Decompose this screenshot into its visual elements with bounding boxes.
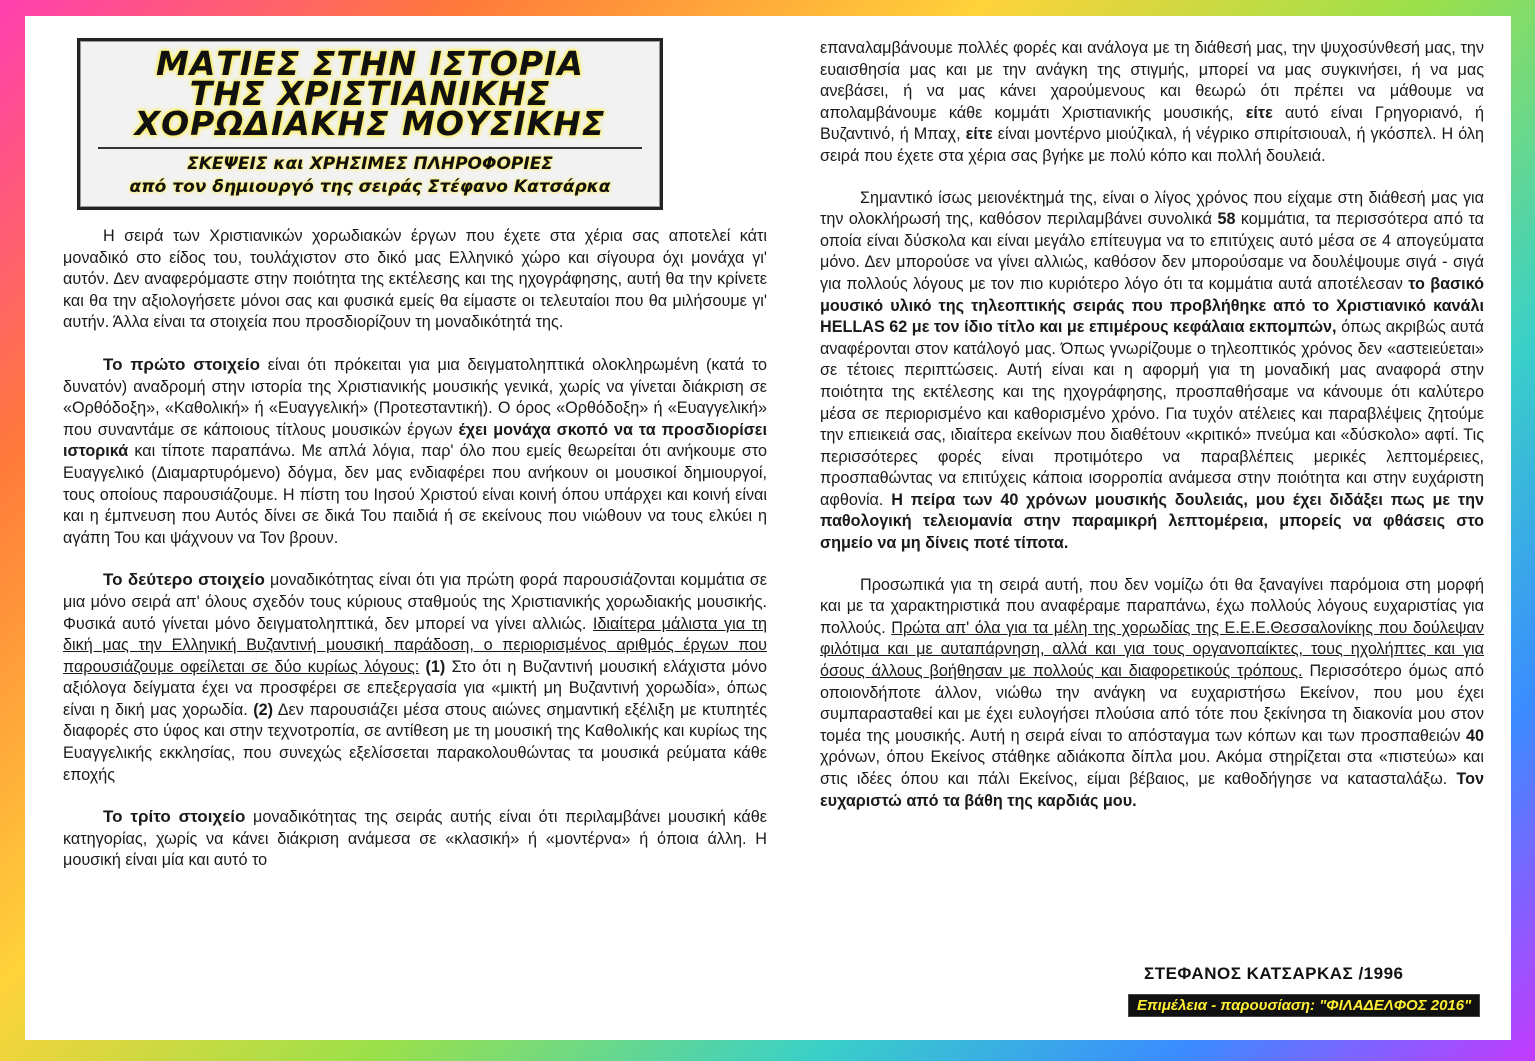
right-p1-bold-2: είτε [965, 125, 993, 144]
subtitle-line-1: ΣΚΕΨΕΙΣ και ΧΡΗΣΙΜΕΣ ΠΛΗΡΟΦΟΡΙΕΣ [187, 154, 553, 174]
right-p3-bold: Τον ευχαριστώ από τα βάθη της καρδιάς μου. [820, 770, 1484, 810]
left-p2-text-a: είναι ότι πρόκειται για μια δειγματοληπτικά ολοκληρωμένη (κατά το δυνατόν) αναδρομή στην ιστορία της Χριστιανικής μουσικής γενικά, χωρίς να γίνεται διάκριση σε «Ορθόδοξη», «Καθολική» ή «Ευαγγελική» (Προτεσταντική). Ο όρος «Ορθόδοξη» ή «Ευαγγελική» που συναντάμε σε κάποιους τίτλους μουσικών έργων [63, 355, 767, 439]
title-box [77, 38, 663, 210]
right-p3-underlined: Πρώτα απ' όλα για τα μέλη της χορωδίας της Ε.Ε.Ε.Θεσσαλονίκης που δούλεψαν φιλότιμα και με αυταπάρνηση, αλλά και για τους οργανοπαίκτες, τους ηχολήπτες και για όσους άλλους βοήθησαν με πολλούς και διαφορετικούς τρόπους. [820, 618, 1484, 681]
right-p1-bold-1: είτε [1245, 103, 1273, 122]
right-p2-number: 58 [1217, 210, 1236, 229]
right-p2-bold-2: Η πείρα των 40 χρόνων μουσικής δουλειάς, μου έχει διδάξει πως με την παθολογική τελειομανία στην παραμικρή λεπτομέρεια, μπορείς να φθάσεις στο σημείο να μη δίνεις ποτέ τίποτα. [820, 490, 1484, 553]
right-paragraph-3 [820, 575, 1484, 813]
credit-banner: Επιμέλεια - παρουσίαση: "ΦΙΛΑΔΕΛΦΟΣ 2016" [1128, 994, 1480, 1017]
main-title [80, 41, 660, 143]
right-column [820, 38, 1484, 832]
right-p2-text-b: κομμάτια, τα περισσότερα από τα οποία είναι δύσκολα και είναι μεγάλο επίτευγμα να το επιτύχεις αυτό μέσα σε 4 απογεύματα μόνο. Δεν μπορούσε να γίνει αλλιώς, καθόσον δεν μπορούσαμε να δουλέψουμε σιγά - σιγά για πολλούς λόγους με τον πιο κυριότερο λόγο ότι τα κομμάτια αυτά αποτέλεσαν [820, 210, 1485, 293]
left-p2-bold: έχει μονάχα σκοπό να τα προσδιορίσει ιστορικά [63, 420, 767, 461]
right-p3-number: 40 [1465, 726, 1484, 745]
right-p3-text-a: Προσωπικά για τη σειρά αυτή, που δεν νομίζω ότι θα ξαναγίνει παρόμοια στη μορφή και με τα χαρακτηριστικά που αναφέραμε παραπάνω, έχω πολλούς λόγους ευχαριστίας για πολλούς. [820, 575, 1484, 637]
subtitle-box [98, 147, 642, 199]
author-signature: ΣΤΕΦΑΝΟΣ ΚΑΤΣΑΡΚΑΣ /1996 [1144, 964, 1404, 983]
right-paragraph-2 [820, 188, 1484, 555]
left-paragraph-2 [63, 354, 767, 549]
left-p3-text-c: Δεν παρουσιάζει μέσα στους αιώνες σημαντική εξέλιξη με κτυπητές διαφορές στο ύφος και στην τεχνοτροπία, σε αντίθεση με τη μουσική της Καθολικής και κυρίως της Ευαγγελικής εκκλησίας, που συνεχώς εξελίσσεται παρακολουθώντας τα μουσικά ρεύματα κάθε εποχής [63, 700, 768, 784]
right-p1-text-a: επαναλαμβάνουμε πολλές φορές και ανάλογα με τη διάθεσή μας, την ψυχοσύνθεσή μας, την ευαισθησία μας και με την ανάγκη της στιγμής, μπορεί να μας συγκινήσει, ή να μας ανεβάσει, ή να μας κάνει χαρούμενους και θεωρώ ότι πρέπει να μάθουμε να απολαμβάνουμε κάθε κομμάτι Χριστιανικής μουσικής, [820, 39, 1484, 122]
left-column [63, 226, 767, 892]
first-element-lead: Το πρώτο στοιχείο [103, 354, 261, 374]
document-page [25, 16, 1511, 1040]
left-p3-num-1: (1) [419, 657, 446, 676]
right-p2-bold-1: το βασικό μουσικό υλικό της τηλεοπτικής σειράς που προβλήθηκε από το Χριστιανικό κανάλι HELLAS 62 με τον ίδιο τίτλο και με επιμέρους κεφάλαια εκπομπών, [820, 274, 1484, 337]
left-paragraph-1 [63, 226, 767, 334]
right-p3-text-c: χρόνων, όπου Εκείνος στάθηκε αδιάκοπα δίπλα μου. Ακόμα στηρίζεται στα «πιστεύω» και στις ιδέες όπου και πάλι Εκείνος, είμαι βέβαιος, με καθοδήγησε να κατασταλάξω. [820, 748, 1484, 788]
left-paragraph-4 [63, 806, 767, 872]
left-p3-num-2: (2) [247, 700, 274, 719]
right-p2-text-c: όπως ακριβώς αυτά αναφέρονται στον κατάλογό μας. Όπως γνωρίζουμε ο τηλεοπτικός χρόνος δεν «αστειεύεται» σε τέτοιες περιπτώσεις. Αυτή είναι και η αφορμή για τη μοναδική μας αναφορά στην ποιότητα της εκτέλεσης και της ηχογράφησης, προσπαθήσαμε να κάνουμε ότι καλύτερο μέσα σε περιορισμένο και καθορισμένο χρόνο. Για τυχόν ατέλειες και παραβλέψεις ζητούμε την επιεικειά σας, ιδιαίτερα εκείνων που διαθέτουν «κριτικό» πνεύμα και «δύσκολο» αφτί. Τις περισσότερες φορές είναι προτιμότερο να παραβλέπεις μερικές λεπτομέρειες, προσπαθώντας να επιτύχεις κάποια ισορροπία ανάμεσα στην ποιότητα και στην ευχάριστη αφθονία. [820, 318, 1485, 509]
left-p1-text: Η σειρά των Χριστιανικών χορωδιακών έργων που έχετε στα χέρια σας αποτελεί κάτι μοναδικό στο είδος του, τουλάχιστον στο δικό μας Ελληνικό χώρο και σίγουρα όχι μονάχα γι' αυτόν. Δεν αναφερόμαστε στην ποιότητα της εκτέλεσης και της ηχογράφησης, αυτή θα την κρίνετε και θα την αξιολογήσετε μόνοι σας και φυσικά εμείς θα είμαστε οι τελευταίοι που θα μιλήσουμε γι' αυτήν. Άλλα είναι τα στοιχεία που προσδιορίζουν τη μοναδικότητά της. [63, 227, 767, 332]
left-p3-text-a: μοναδικότητας είναι ότι για πρώτη φορά παρουσιάζονται κομμάτια σε μια μόνο σειρά απ' όλους σχεδόν τους κύριους σταθμούς της Χριστιανικής χορωδιακής μουσικής. Φυσικά αυτό γίνεται μόνο δειγματοληπτικά, δεν μπορεί να γίνει αλλιώς. [63, 571, 767, 633]
right-p1-text-b: αυτό είναι Γρηγοριανό, ή Βυζαντινό, ή Μπαχ, [820, 103, 1484, 144]
title-line-3: ΧΟΡΩΔΙΑΚΗΣ ΜΟΥΣΙΚΗΣ [134, 104, 606, 143]
second-element-lead: Το δεύτερο στοιχείο [103, 570, 265, 590]
left-p4-text: μοναδικότητας της σειράς αυτής είναι ότι περιλαμβάνει μουσική κάθε κατηγορίας, χωρίς να κάνει διάκριση ανάμεσα σε «κλασική» ή «μοντέρνα» ή όποια άλλη. Η μουσική είναι μία και αυτό το [63, 808, 767, 870]
right-paragraph-1 [820, 38, 1484, 168]
title-line-1: ΜΑΤΙΕΣ ΣΤΗΝ ΙΣΤΟΡΙΑ [156, 44, 584, 83]
left-p3-underlined: Ιδιαίτερα μάλιστα για τη δική μας την Ελληνική Βυζαντινή μουσική παράδοση, ο περιορισμένος αριθμός έργων που παρουσιάζουμε οφείλεται σε δύο κυρίως λόγους: [63, 614, 767, 676]
subtitle-line-2: από τον δημιουργό της σειράς Στέφανο Κατσάρκα [129, 177, 611, 197]
right-p3-text-b: Περισσότερο όμως από οποιονδήποτε άλλον, νιώθω την ανάγκη να ευχαριστήσω Εκείνον, που μου έχει συμπαρασταθεί και με έχει ευλογήσει πλούσια από τότε που ξεκίνησα τη διακονία μου στον τομέα της μουσικής. Αυτή η σειρά είναι το απόσταγμα των κόπων και των προσπαθειών [820, 662, 1484, 745]
third-element-lead: Το τρίτο στοιχείο [103, 807, 246, 827]
left-paragraph-3 [63, 569, 767, 786]
left-p2-text-b: και τίποτε παραπάνω. Με απλά λόγια, παρ' όλο που εμείς θεωρείται ότι ανήκουμε στο Ευαγγελικό (Διαμαρτυρόμενο) δόγμα, δεν μας ενδιαφέρει που ανήκουν οι μουσικοί δημιουργοί, τους οποίους παρουσιάζουμε. Η πίστη του Ιησού Χριστού είναι κοινή όπου υπάρχει και κοινή είναι και η έμπνευση που Αυτός δίνει σε δικά Του παιδιά ή σε εκείνους που νιώθουν να τους ελκύει η αγάπη Του και ψάχνουν να Τον βρουν. [63, 442, 767, 547]
right-p2-text-a: Σημαντικό ίσως μειονέκτημά της, είναι ο λίγος χρόνος που είχαμε στη διάθεσή μας για την ολοκλήρωσή της, καθόσον περιλαμβάνει συνολικά [820, 188, 1484, 229]
right-p1-text-c: είναι μοντέρνο μιούζικαλ, ή νέγρικο σπιρίτσιουαλ, ή γκόσπελ. Η όλη σειρά που έχετε στα χέρια σας βγήκε με πολύ κόπο και πολλή δουλειά. [820, 125, 1484, 165]
left-p3-text-b: Στο ότι η Βυζαντινή μουσική ελάχιστα μόνο αξιόλογα δείγματα έχει να προσφέρει σε επεξεργασία για «μικτή μη Βυζαντινή χορωδία», όπως είναι η δική μας χορωδία. [63, 657, 768, 719]
title-line-2: ΤΗΣ ΧΡΙΣΤΙΑΝΙΚΗΣ [189, 74, 551, 113]
